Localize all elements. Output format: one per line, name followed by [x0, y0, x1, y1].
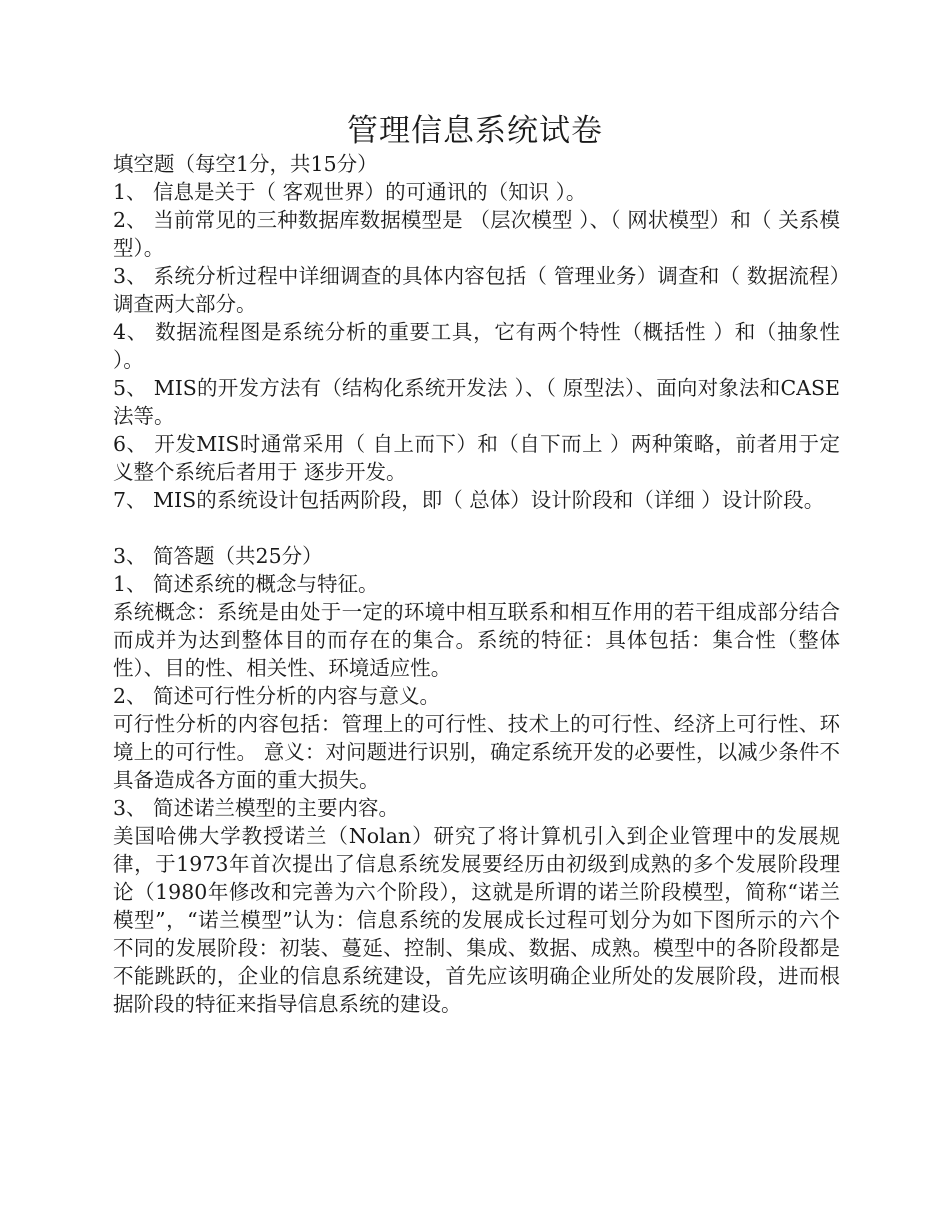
fill-blank-item-2: 2、 当前常见的三种数据库数据模型是 （层次模型 ）、（ 网状模型）和（ 关系模型）。 — [113, 208, 840, 260]
fill-blank-item-6: 6、 开发MIS时通常采用（ 自上而下）和（自下而上 ）两种策略，前者用于定义整个系统后者用于 逐步开发。 — [113, 432, 840, 484]
answer-3: 美国哈佛大学教授诺兰（Nolan）研究了将计算机引入到企业管理中的发展规律，于1973年首次提出了信息系统发展要经历由初级到成熟的多个发展阶段理论（1980年修改和完善为六个阶段），这就是所谓的诺兰阶段模型，简称“诺兰模型”，“诺兰模型”认为：信息系统的发展成长过程可划分为如下图所示的六个不同的发展阶段：初装、蔓延、控制、集成、数据、成熟。模型中的各阶段都是不能跳跃的，企业的信息系统建设，首先应该明确企业所处的发展阶段，进而根据阶段的特征来指导信息系统的建设。 — [113, 824, 840, 1016]
fill-blank-item-1: 1、 信息是关于（ 客观世界）的可通讯的（知识 ）。 — [113, 180, 587, 204]
question-3: 3、 简述诺兰模型的主要内容。 — [113, 796, 400, 820]
question-1: 1、 简述系统的概念与特征。 — [113, 572, 379, 596]
fill-blank-item-3: 3、 系统分析过程中详细调查的具体内容包括（ 管理业务）调查和（ 数据流程）调查两大部分。 — [113, 264, 840, 316]
exam-content — [113, 150, 840, 1018]
fill-blank-item-4: 4、 数据流程图是系统分析的重要工具，它有两个特性（概括性 ）和（抽象性 ）。 — [113, 320, 840, 372]
page-title: 管理信息系统试卷 — [347, 113, 603, 149]
fill-blank-item-5: 5、 MIS的开发方法有（结构化系统开发法 ）、（ 原型法）、面向对象法和CASE法等。 — [113, 376, 840, 428]
answer-1: 系统概念：系统是由处于一定的环境中相互联系和相互作用的若干组成部分结合而成并为达到整体目的而存在的集合。系统的特征：具体包括：集合性（整体性）、目的性、相关性、环境适应性。 — [113, 600, 840, 680]
answer-2: 可行性分析的内容包括：管理上的可行性、技术上的可行性、经济上可行性、环境上的可行性。 意义：对问题进行识别，确定系统开发的必要性，以减少条件不具备造成各方面的重大损失。 — [113, 712, 840, 792]
section-spacer — [113, 514, 840, 542]
short-answer-heading: 3、 简答题（共25分） — [113, 544, 323, 568]
fill-blank-item-7: 7、 MIS的系统设计包括两阶段，即（ 总体）设计阶段和（详细 ）设计阶段。 — [113, 488, 825, 512]
fill-blank-heading: 填空题（每空1分，共15分） — [113, 152, 378, 176]
question-2: 2、 简述可行性分析的内容与意义。 — [113, 684, 441, 708]
